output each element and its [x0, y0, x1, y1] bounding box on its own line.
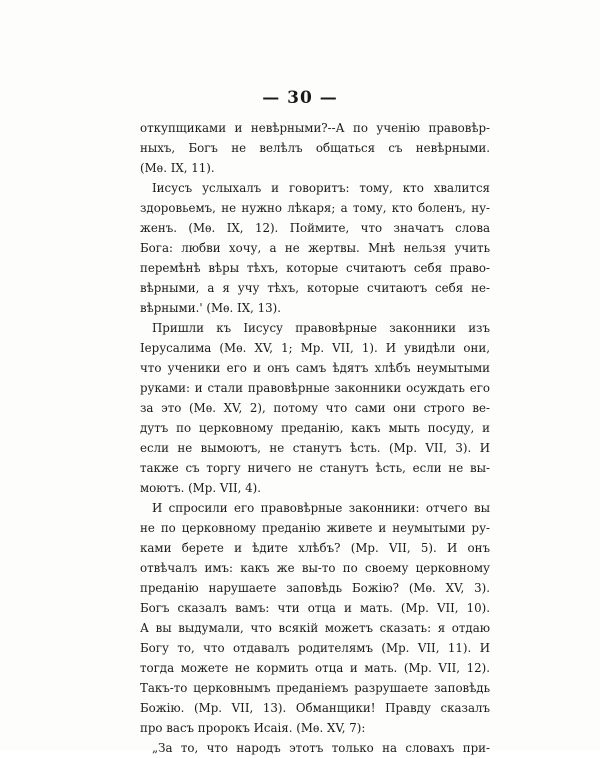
text-line: Богъ сказалъ вамъ: чти отца и мать. (Мр. VII, 10). — [140, 601, 490, 615]
paragraph-3 — [140, 318, 490, 498]
text-line: Пришли къ Іисусу правовѣрные законники изъ — [152, 321, 490, 335]
text-line: (Мѳ. IX, 11). — [140, 161, 215, 175]
text-line: про васъ пророкъ Исаія. (Мѳ. XV, 7): — [140, 721, 366, 735]
text-line: моютъ. (Мр. VII, 4). — [140, 481, 262, 495]
page-number: — 30 — — [262, 88, 338, 108]
text-line: А вы выдумали, что всякій можетъ сказать: я отдаю — [140, 621, 490, 635]
text-line: Божію. (Мр. VII, 13). Обманщики! Правду сказалъ — [140, 701, 490, 715]
text-line: тогда можете не кормить отца и мать. (Мр. VII, 12). — [140, 661, 490, 675]
text-line: женъ. (Мѳ. IX, 12). Поймите, что значатъ слова — [140, 221, 490, 235]
text-line: „За то, что народъ этотъ только на словахъ при- — [152, 741, 490, 755]
text-line: здоровьемъ, не нужно лѣкаря; а тому, кто боленъ, ну- — [140, 201, 490, 215]
paragraph-1 — [140, 118, 490, 178]
text-line: дутъ по церковному преданію, какъ мыть посуду, и — [140, 421, 490, 435]
text-line: вѣрными, а я учу тѣхъ, которые считаютъ себя не- — [140, 281, 490, 295]
text-line: Такъ-то церковнымъ преданіемъ разрушаете заповѣдь — [140, 681, 490, 695]
paragraph-5 — [140, 738, 490, 758]
text-line: преданію нарушаете заповѣдь Божію? (Мѳ. XV, 3). — [140, 581, 490, 595]
text-line: ныхъ, Богъ не велѣлъ общаться съ невѣрными. — [140, 141, 490, 155]
text-line: если не вымоютъ, не станутъ ѣсть. (Мр. VII, 3). И — [140, 441, 490, 455]
text-line: перемѣнѣ вѣры тѣхъ, которые считаютъ себя право- — [140, 261, 490, 275]
text-line: И спросили его правовѣрные законники: отчего вы — [152, 501, 490, 515]
text-line: Богу то, что отдавалъ родителямъ (Мр. VII, 11). И — [140, 641, 490, 655]
text-line: не по церковному преданію живете и неумытыми ру- — [140, 521, 490, 535]
text-line: отвѣчалъ имъ: какъ же вы-то по своему церковному — [140, 561, 490, 575]
text-line: вѣрными.' (Мѳ. IX, 13). — [140, 301, 281, 315]
text-body — [140, 118, 490, 758]
text-line: Іерусалима (Мѳ. XV, 1; Мр. VII, 1). И увидѣли они, — [140, 341, 490, 355]
paragraph-4 — [140, 498, 490, 738]
text-line: также съ торгу ничего не станутъ ѣсть, если не вы- — [140, 461, 490, 475]
text-line: за это (Мѳ. XV, 2), потому что сами они строго ве- — [140, 401, 490, 415]
text-line: Бога: любви хочу, а не жертвы. Мнѣ нельзя учить — [140, 241, 490, 255]
text-line: ками берете и ѣдите хлѣбъ? (Мр. VII, 5). И онъ — [140, 541, 490, 555]
text-line: руками: и стали правовѣрные законники осуждать его — [140, 381, 490, 395]
paragraph-2 — [140, 178, 490, 318]
text-line: откупщиками и невѣрными?--А по ученію правовѣр- — [140, 121, 490, 135]
text-line: Іисусъ услыхалъ и говоритъ: тому, кто хвалится — [152, 181, 490, 195]
text-line: что ученики его и онъ самъ ѣдятъ хлѣбъ неумытыми — [140, 361, 490, 375]
